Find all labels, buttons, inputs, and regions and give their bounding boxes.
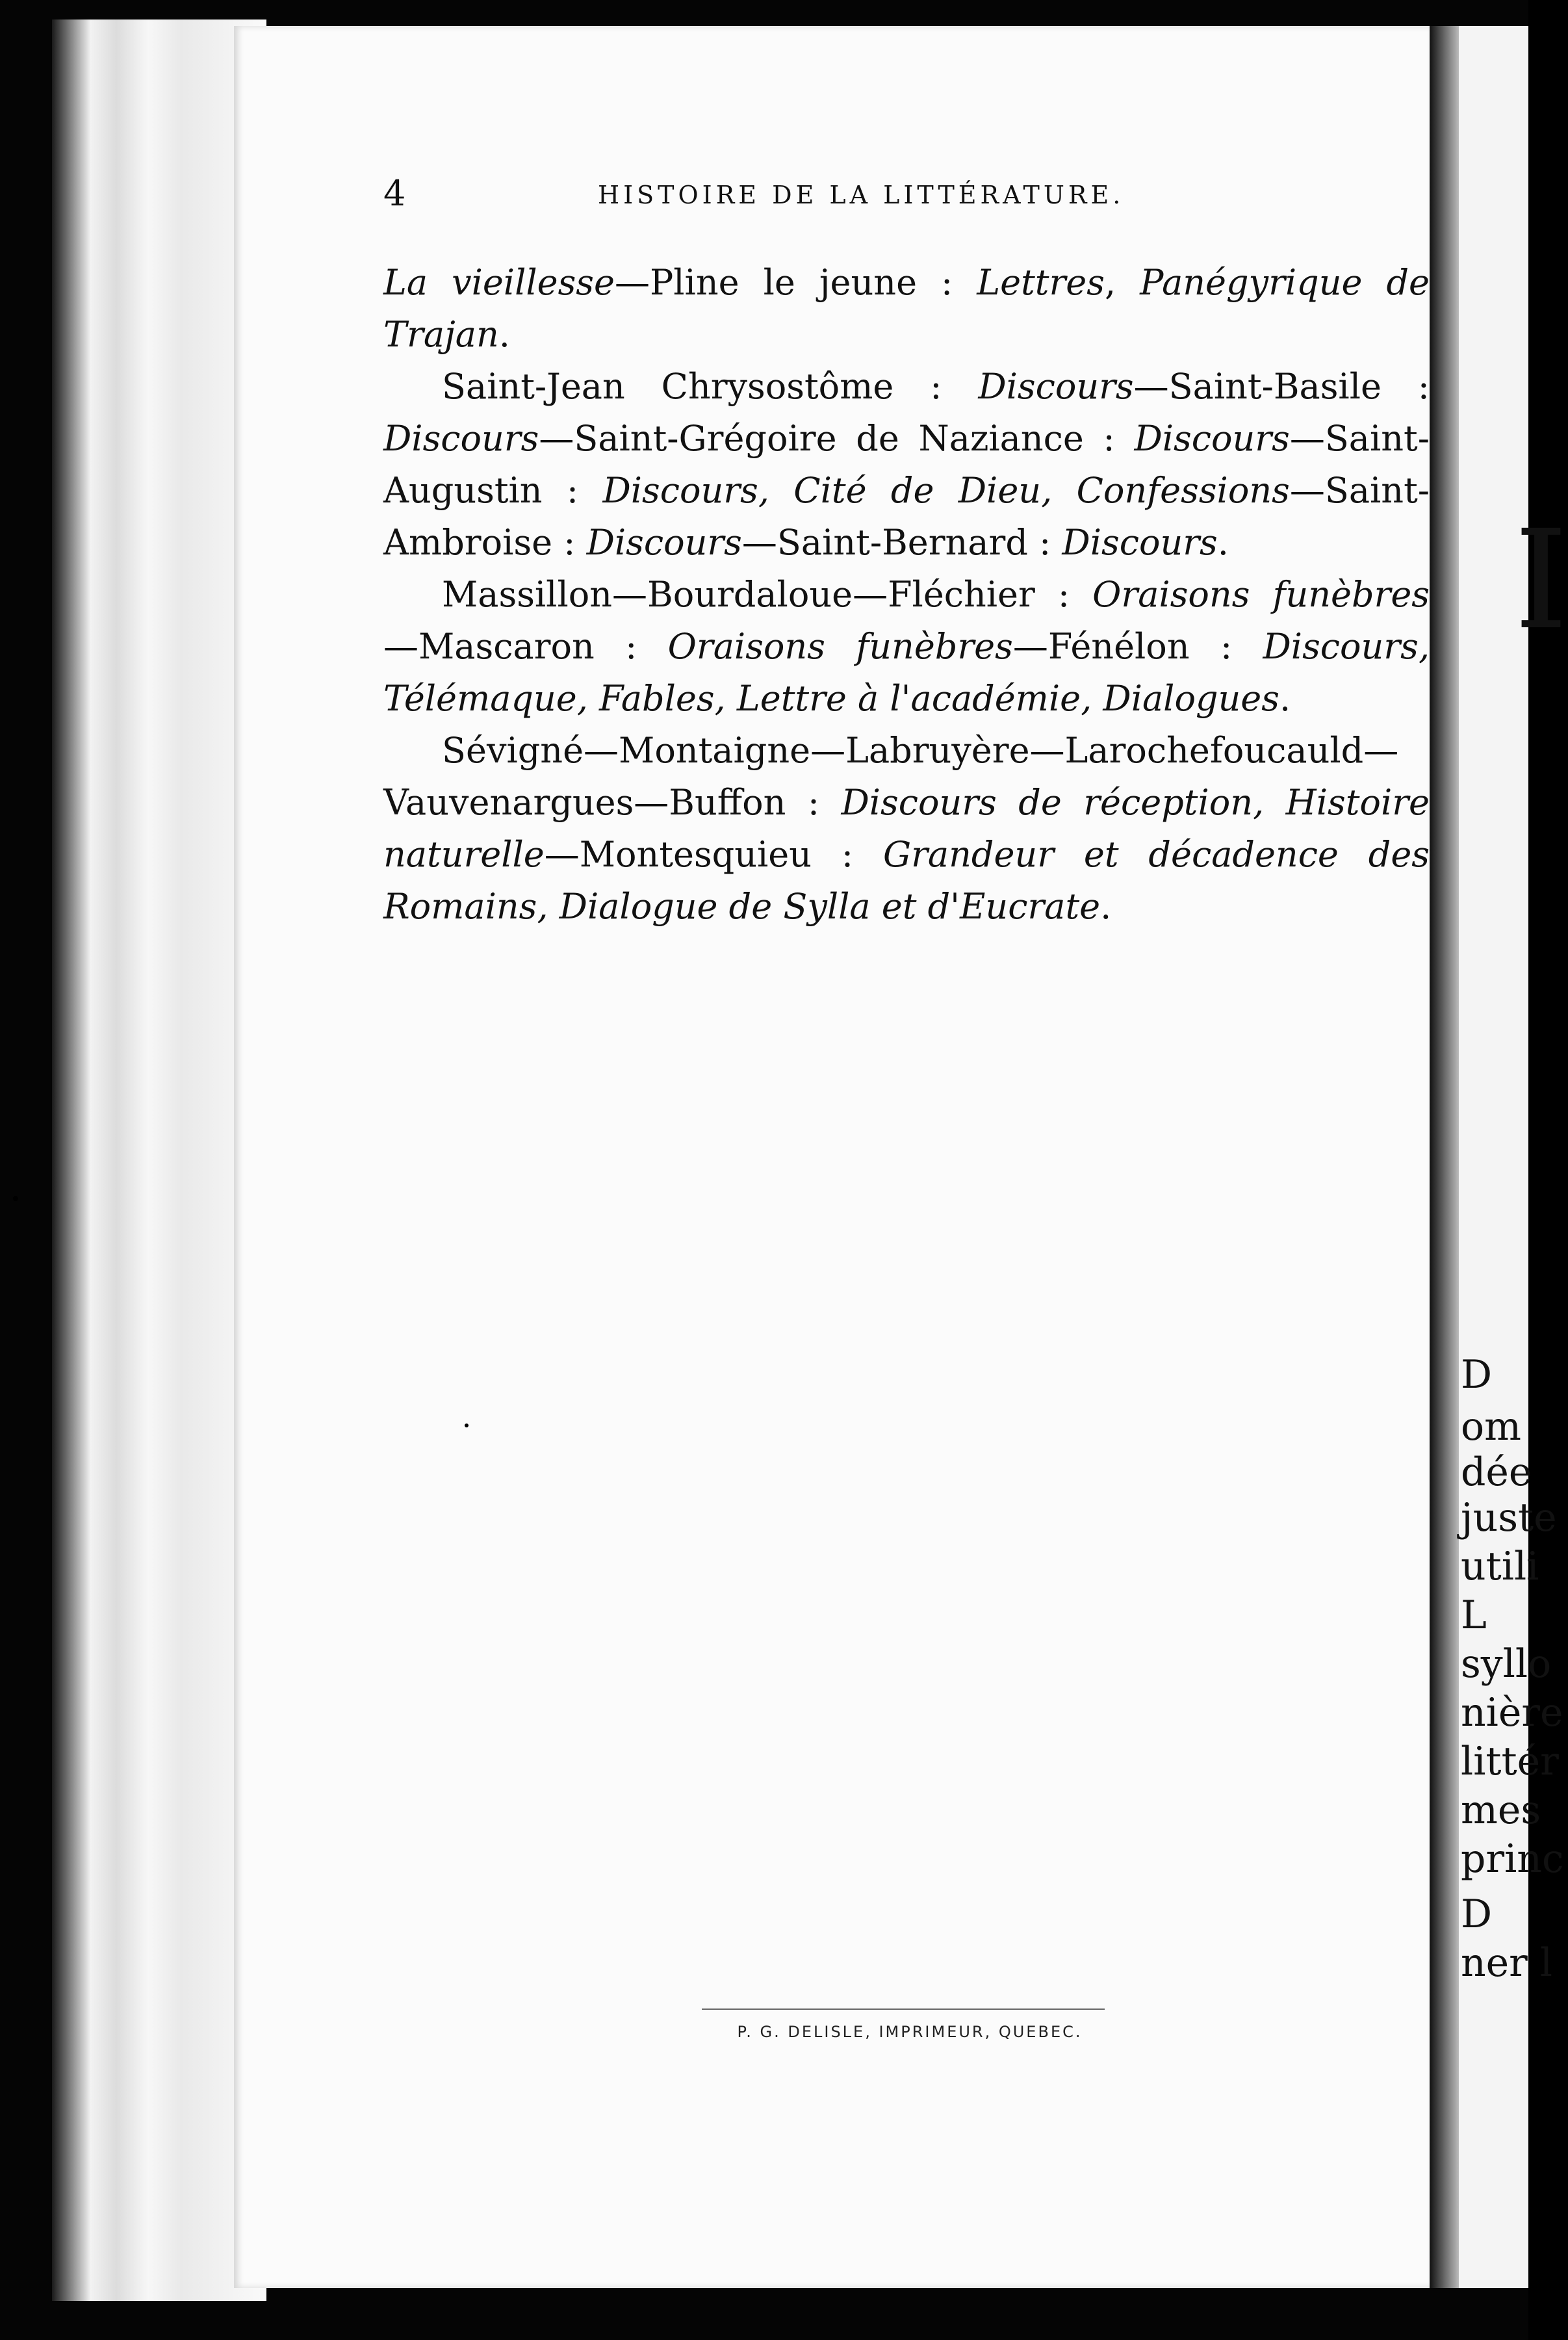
facing-page-fragment: syllo <box>1461 1641 1552 1687</box>
facing-page-fragment: juste <box>1461 1495 1557 1540</box>
text-run: . <box>498 314 510 355</box>
text-run: —Pline le jeune : <box>614 262 977 303</box>
running-title: HISTOIRE DE LA LITTÉRATURE. <box>598 181 1125 209</box>
text-run: Saint-Jean Chrysostôme : <box>442 366 979 407</box>
page-gutter <box>1430 26 1459 2288</box>
facing-page-fragment: L <box>1461 1592 1487 1638</box>
printer-imprint: P. G. DELISLE, IMPRIMEUR, QUEBEC. <box>737 2023 1083 2041</box>
page-number: 4 <box>383 173 406 214</box>
text-run: . <box>1100 886 1112 927</box>
italic-run: Discours <box>383 418 539 459</box>
text-run: Massillon—Bourdaloue—Fléchier : <box>442 574 1093 615</box>
text-run: , <box>1104 262 1140 303</box>
facing-page-fragment: mes <box>1461 1788 1541 1833</box>
italic-run: Discours <box>586 522 742 563</box>
facing-page-initial: I <box>1514 500 1568 660</box>
text-run: . <box>1217 522 1229 563</box>
italic-run: Discours, Télémaque, Fables, Lettre à l'académie, Dialogues <box>383 626 1430 719</box>
paragraph <box>383 257 1430 361</box>
text-run: —Saint-Grégoire de Naziance : <box>539 418 1135 459</box>
italic-run: Discours de réception, Histoire naturelle <box>383 782 1430 875</box>
italic-run: Lettres <box>977 262 1105 303</box>
text-run: —Montesquieu : <box>544 834 883 875</box>
text-run: —Saint-Basile : <box>1133 366 1430 407</box>
italic-run: Oraisons funèbres <box>667 626 1013 667</box>
facing-page-fragment: princ <box>1461 1836 1564 1882</box>
italic-run: Oraisons funèbres <box>1092 574 1430 615</box>
text-run: Sévigné—Montaigne—Labruyère—Larochefoucauld—Vauvenargues—Buffon : <box>383 730 1399 823</box>
text-run: . <box>1279 678 1291 719</box>
facing-page <box>1430 26 1568 2288</box>
facing-page-fragment: littér <box>1461 1739 1559 1784</box>
scan-speck <box>465 1424 469 1427</box>
facing-page-fragment: om <box>1461 1404 1522 1450</box>
text-run: —Fénélon : <box>1012 626 1263 667</box>
facing-page-fragment: utili <box>1461 1544 1539 1589</box>
italic-run: Discours <box>1062 522 1218 563</box>
italic-run: Panégyrique de Trajan <box>383 262 1430 355</box>
facing-page-fragment: ner l <box>1461 1940 1553 1986</box>
italic-run: Grandeur et décadence des Romains, Dialogue de Sylla et d'Eucrate <box>383 834 1430 927</box>
paragraph <box>383 569 1430 725</box>
text-run: —Saint-Augustin : <box>383 418 1430 511</box>
italic-run: Discours <box>978 366 1134 407</box>
facing-page-fragment: D <box>1461 1892 1493 1937</box>
body-text <box>383 257 1430 933</box>
italic-run: Discours <box>1134 418 1290 459</box>
footer-rule <box>702 2008 1105 2010</box>
text-run: —Saint-Ambroise : <box>383 470 1430 563</box>
facing-page-fragment: nière <box>1461 1690 1563 1736</box>
facing-page-fragment: D <box>1461 1352 1493 1398</box>
text-run: —Saint-Bernard : <box>741 522 1062 563</box>
paragraph <box>383 361 1430 569</box>
scan-speck <box>13 1196 18 1201</box>
text-run: —Mascaron : <box>383 626 668 667</box>
italic-run: La vieillesse <box>383 262 615 303</box>
facing-page-fragment: dée <box>1461 1450 1532 1495</box>
paragraph <box>383 725 1430 933</box>
italic-run: Discours, Cité de Dieu, Confessions <box>602 470 1290 511</box>
